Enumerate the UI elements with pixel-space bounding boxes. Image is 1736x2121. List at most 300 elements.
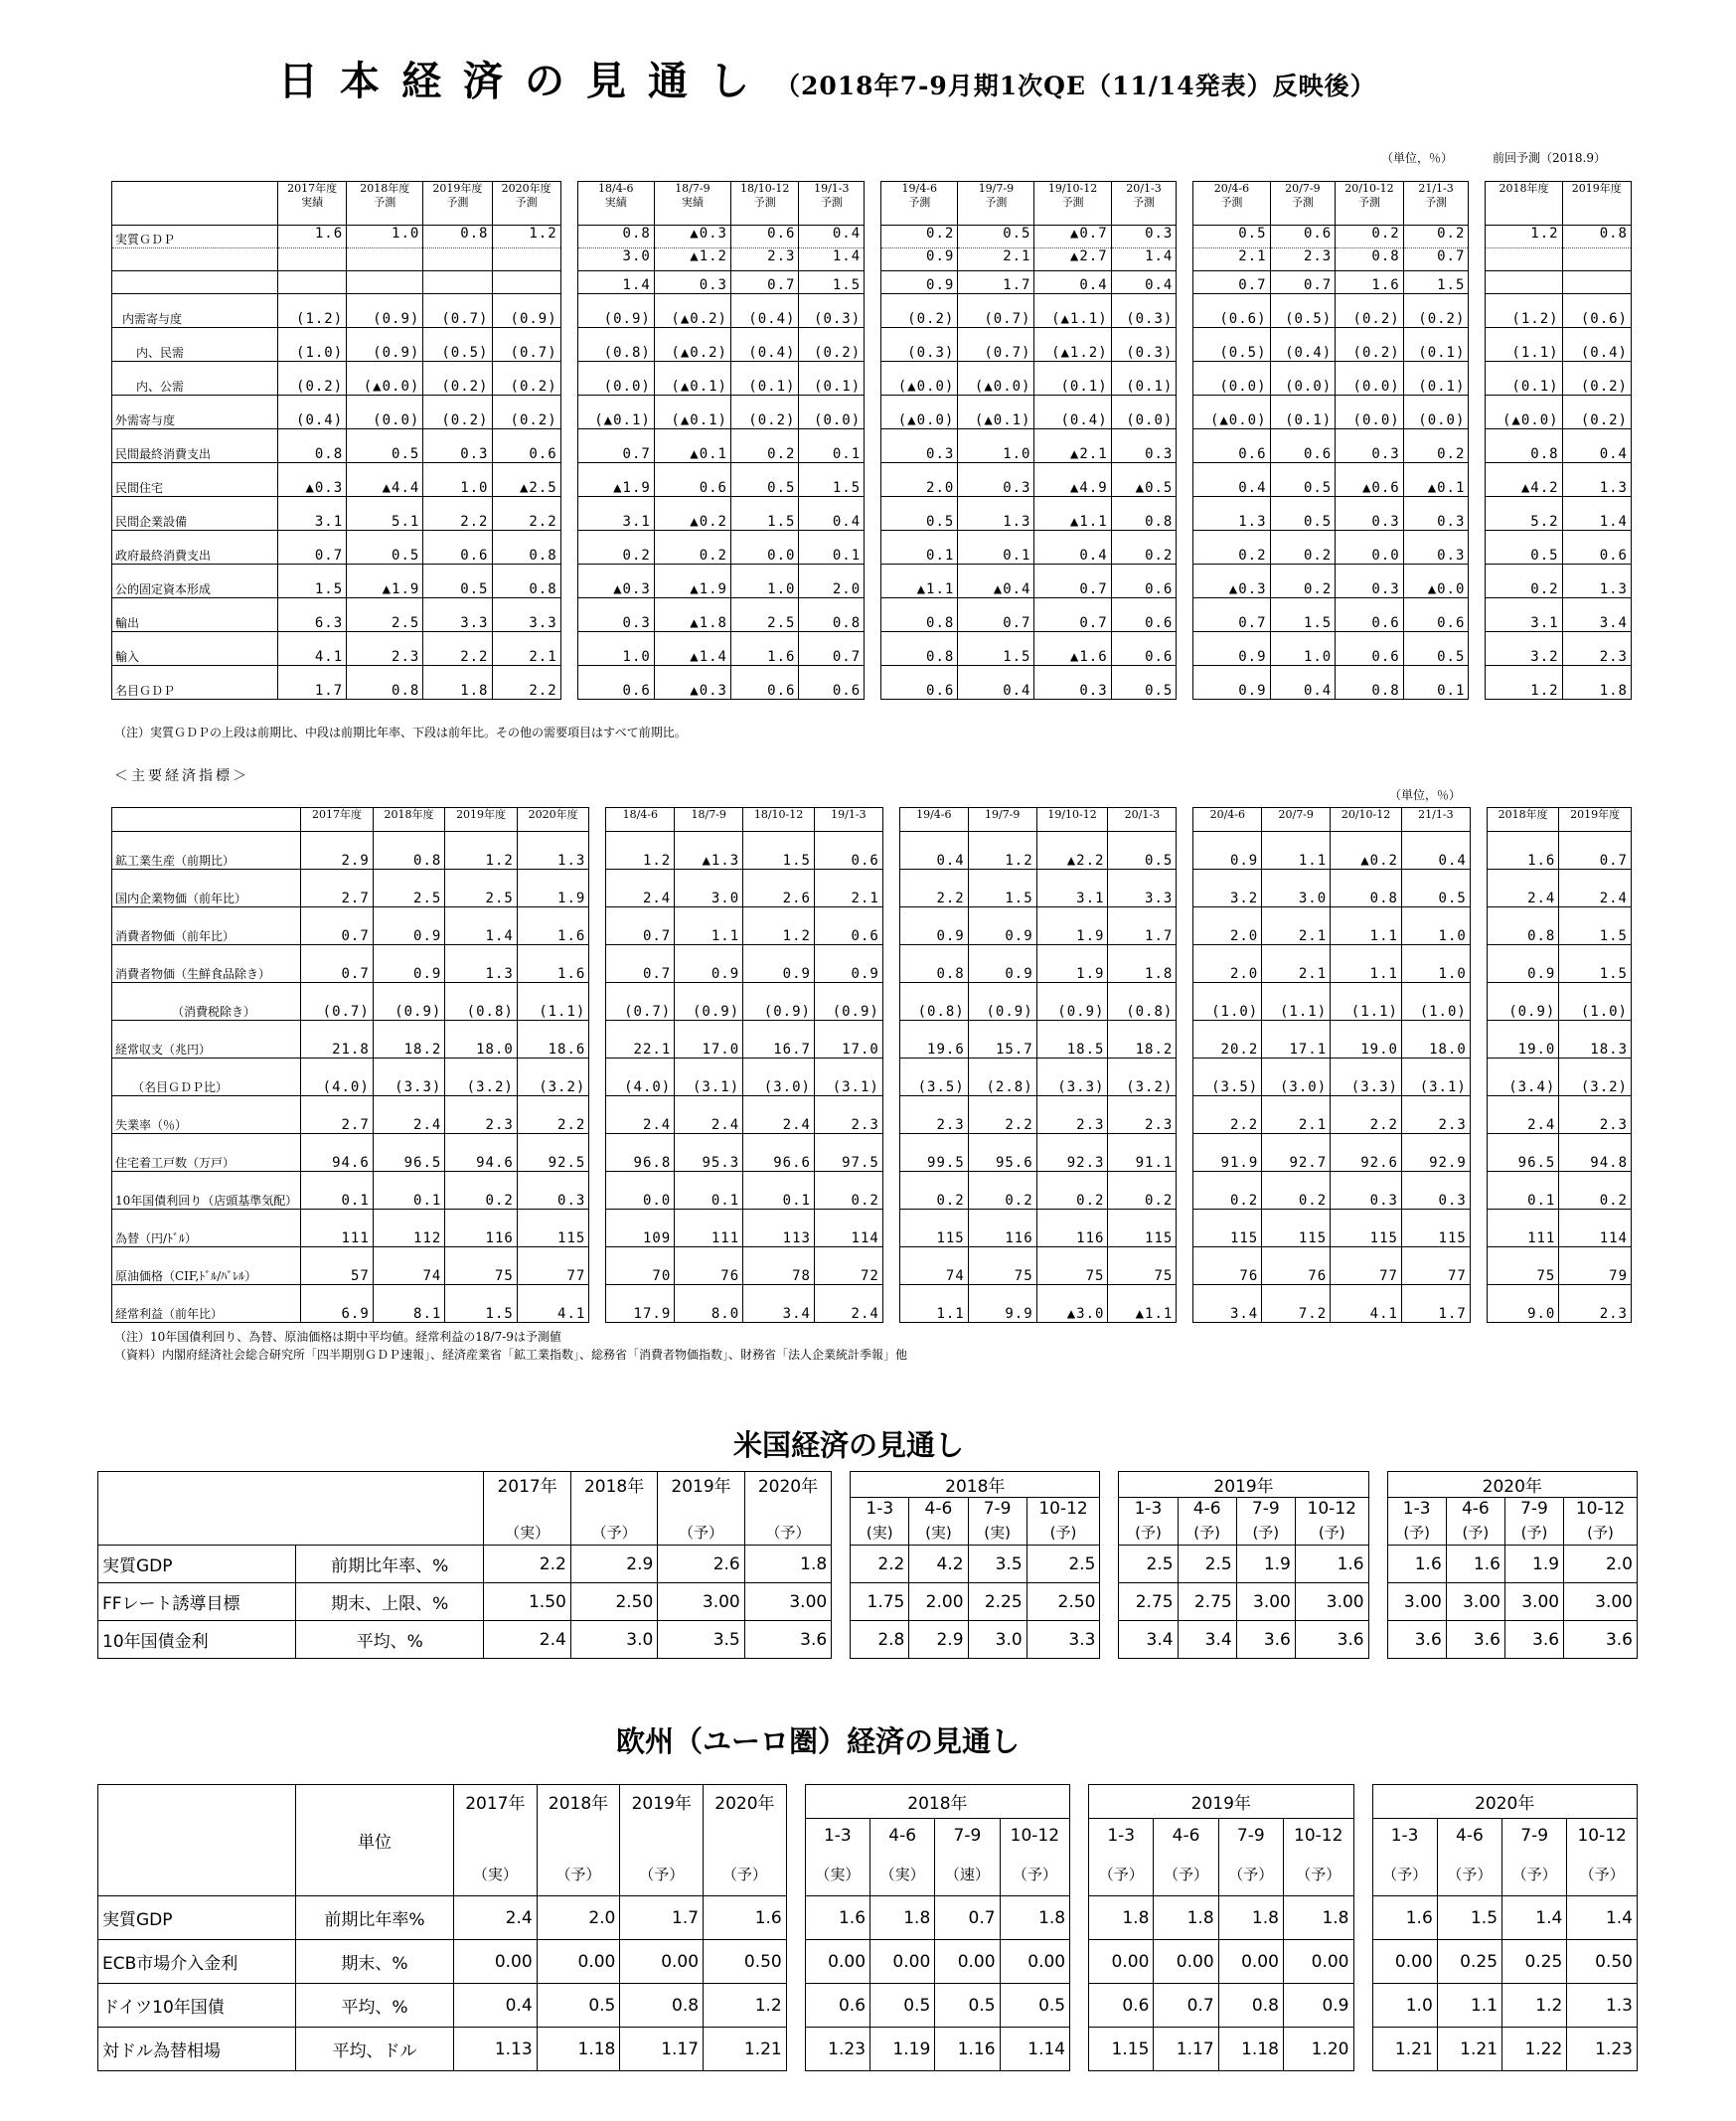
row-label: 実質GDP <box>98 1546 296 1583</box>
value-cell: 1.22 <box>1502 2028 1567 2071</box>
column-gap <box>589 983 606 1021</box>
column-gap <box>1177 328 1193 362</box>
value-cell: 2.5 <box>730 598 798 632</box>
value-cell: 1.17 <box>620 2028 704 2071</box>
value-cell: 1.8 <box>870 1896 935 1940</box>
value-cell: 92.6 <box>1331 1134 1402 1172</box>
value-cell: 3.6 <box>1504 1621 1563 1659</box>
value-cell: 4.1 <box>517 1285 589 1323</box>
column-gap <box>1368 1583 1387 1621</box>
annual-status-header: （予） <box>537 1853 620 1896</box>
value-cell: 0.8 <box>799 598 865 632</box>
value-cell: 1.3 <box>1562 565 1631 598</box>
value-cell: 3.1 <box>278 497 347 531</box>
value-cell <box>1486 271 1562 294</box>
value-cell: 99.5 <box>899 1134 968 1172</box>
value-cell: 7.2 <box>1262 1285 1331 1323</box>
value-cell: (1.0) <box>278 328 347 362</box>
value-cell: (1.2) <box>1486 294 1562 328</box>
value-cell: (0.2) <box>1403 294 1469 328</box>
column-header <box>373 808 445 832</box>
value-cell: (1.1) <box>1331 983 1402 1021</box>
table-row <box>112 1134 1632 1172</box>
value-cell: 1.23 <box>1567 2028 1638 2071</box>
value-cell: (0.3) <box>881 328 958 362</box>
value-cell: (0.4) <box>730 328 798 362</box>
value-cell: 0.4 <box>799 497 865 531</box>
table-row <box>112 945 1632 983</box>
value-cell: (0.2) <box>1562 396 1631 429</box>
value-cell: 0.5 <box>958 226 1034 248</box>
value-cell: 1.6 <box>1372 1896 1437 1940</box>
value-cell: 1.8 <box>1089 1896 1154 1940</box>
column-gap <box>1469 565 1486 598</box>
value-cell: 0.7 <box>1403 248 1469 271</box>
value-cell: 0.3 <box>1034 666 1111 700</box>
value-cell: (▲0.0) <box>881 396 958 429</box>
value-cell: 2.0 <box>1193 945 1262 983</box>
value-cell: 0.5 <box>1270 463 1336 497</box>
column-gap <box>882 1247 899 1285</box>
annual-status-header: （予） <box>570 1520 657 1546</box>
value-cell: 0.6 <box>1270 429 1336 463</box>
value-cell: 1.4 <box>799 248 865 271</box>
value-cell: 0.3 <box>1111 429 1177 463</box>
quarter-header: 10-12 <box>1567 1819 1638 1853</box>
quarter-header: 10-12 <box>1295 1498 1368 1520</box>
value-cell: 0.0 <box>730 531 798 565</box>
column-gap <box>1177 808 1193 832</box>
value-cell: (0.9) <box>814 983 882 1021</box>
column-gap <box>560 362 577 396</box>
value-cell: 92.9 <box>1401 1134 1470 1172</box>
value-cell: 1.7 <box>620 1896 704 1940</box>
value-cell: 3.5 <box>968 1546 1026 1583</box>
column-header-period: 18/7-9 <box>675 182 710 195</box>
row-label: 国内企業物価（前年比） <box>112 870 301 907</box>
annual-year-header: 2018年 <box>537 1785 620 1819</box>
value-cell: 0.50 <box>704 1940 787 1984</box>
value-cell: 6.3 <box>278 598 347 632</box>
value-cell: 2.1 <box>1262 945 1331 983</box>
column-header <box>814 808 882 832</box>
value-cell: (3.5) <box>899 1059 968 1096</box>
value-cell: (0.8) <box>577 328 654 362</box>
value-cell: 3.6 <box>744 1621 831 1659</box>
row-label: 10年国債利回り（店頭基準気配） <box>112 1172 301 1210</box>
value-cell: 2.2 <box>1193 1096 1262 1134</box>
value-cell: (1.0) <box>1193 983 1262 1021</box>
value-cell <box>423 248 492 271</box>
column-gap <box>786 1819 805 1853</box>
value-cell: (3.3) <box>1331 1059 1402 1096</box>
value-cell: 0.7 <box>301 907 374 945</box>
value-cell: 1.5 <box>1270 598 1336 632</box>
value-cell: 1.6 <box>1446 1546 1504 1583</box>
column-gap <box>882 1021 899 1059</box>
column-header-period: 21/1-3 <box>1418 808 1454 821</box>
column-gap <box>865 565 881 598</box>
row-unit: 平均、ドル <box>296 2028 454 2071</box>
value-cell: 2.3 <box>347 632 423 666</box>
column-gap <box>589 1096 606 1134</box>
table-row <box>98 1621 1638 1659</box>
value-cell: 0.4 <box>1562 429 1631 463</box>
table-row <box>112 832 1632 870</box>
value-cell: 0.8 <box>899 945 968 983</box>
value-cell: (1.0) <box>1401 983 1470 1021</box>
column-header-period: 2017年度 <box>287 182 338 195</box>
column-gap <box>1470 870 1487 907</box>
value-cell: (0.9) <box>1036 983 1108 1021</box>
column-header-status: 予測 <box>1061 196 1084 209</box>
column-header-period: 2019年度 <box>432 182 483 195</box>
row-label: 民間最終消費支出 <box>112 429 278 463</box>
quarter-status-header: （予） <box>1218 1853 1283 1896</box>
value-cell: 3.6 <box>1564 1621 1638 1659</box>
value-cell: 1.1 <box>1331 945 1402 983</box>
value-cell: 0.00 <box>1089 1940 1154 1984</box>
value-cell: (0.1) <box>1403 362 1469 396</box>
value-cell: (3.3) <box>373 1059 445 1096</box>
value-cell: 6.9 <box>301 1285 374 1323</box>
table-row <box>112 983 1632 1021</box>
value-cell: 0.9 <box>1193 632 1270 666</box>
value-cell: (▲1.1) <box>1034 294 1111 328</box>
column-gap <box>1177 832 1193 870</box>
value-cell: 2.25 <box>968 1583 1026 1621</box>
column-gap <box>1469 497 1486 531</box>
column-gap <box>589 832 606 870</box>
quarter-status-header: (予) <box>1026 1520 1100 1546</box>
quarter-header: 10-12 <box>1026 1498 1100 1520</box>
column-header <box>423 182 492 226</box>
column-header-period: 18/4-6 <box>598 182 634 195</box>
value-cell: 2.5 <box>445 870 518 907</box>
value-cell: (0.4) <box>1270 328 1336 362</box>
value-cell: 1.4 <box>1502 1896 1567 1940</box>
value-cell: 3.6 <box>1295 1621 1368 1659</box>
column-header <box>1034 182 1111 226</box>
value-cell: (0.3) <box>799 294 865 328</box>
column-header-period: 19/10-12 <box>1047 808 1097 821</box>
value-cell: 3.1 <box>577 497 654 531</box>
value-cell: (3.1) <box>814 1059 882 1096</box>
value-cell: 0.6 <box>1111 632 1177 666</box>
value-cell <box>1486 248 1562 271</box>
value-cell: 0.8 <box>1487 907 1559 945</box>
value-cell: (3.2) <box>517 1059 589 1096</box>
value-cell: 0.9 <box>1193 666 1270 700</box>
row-label: 経常収支（兆円） <box>112 1021 301 1059</box>
value-cell: 115 <box>517 1210 589 1247</box>
value-cell: 3.2 <box>1486 632 1562 666</box>
column-gap <box>1469 294 1486 328</box>
value-cell: 1.2 <box>1502 1984 1567 2028</box>
quarter-header: 4-6 <box>1154 1819 1218 1853</box>
column-gap <box>1469 598 1486 632</box>
value-cell: (1.1) <box>1262 983 1331 1021</box>
value-cell: 0.0 <box>606 1172 675 1210</box>
group-year-header: 2020年 <box>1387 1472 1637 1498</box>
quarter-header: 10-12 <box>1000 1819 1070 1853</box>
value-cell: 115 <box>1262 1210 1331 1247</box>
value-cell: 1.18 <box>1218 2028 1283 2071</box>
value-cell: (0.8) <box>445 983 518 1021</box>
column-gap <box>865 396 881 429</box>
value-cell: 1.3 <box>958 497 1034 531</box>
value-cell: (▲0.1) <box>654 362 730 396</box>
quarter-header: 1-3 <box>1372 1819 1437 1853</box>
header-corner <box>112 182 278 226</box>
column-gap <box>1353 2028 1372 2071</box>
value-cell: 96.6 <box>743 1134 815 1172</box>
value-cell: ▲1.3 <box>675 832 743 870</box>
value-cell: 1.1 <box>1331 907 1402 945</box>
value-cell: 1.4 <box>1567 1896 1638 1940</box>
column-gap <box>1470 1285 1487 1323</box>
quarter-header: 10-12 <box>1283 1819 1353 1853</box>
column-header <box>1562 182 1631 226</box>
table-row <box>112 226 1632 248</box>
value-cell: 3.4 <box>1193 1285 1262 1323</box>
column-gap <box>1353 1940 1372 1984</box>
column-gap <box>560 248 577 271</box>
quarter-status-header: (予) <box>1387 1520 1446 1546</box>
table-row <box>112 565 1632 598</box>
value-cell: 0.4 <box>1401 832 1470 870</box>
value-cell: 2.3 <box>1270 248 1336 271</box>
table-row <box>98 1940 1638 1984</box>
value-cell: ▲4.4 <box>347 463 423 497</box>
column-gap <box>882 1285 899 1323</box>
value-cell: (3.1) <box>1401 1059 1470 1096</box>
value-cell: ▲0.3 <box>654 226 730 248</box>
value-cell: 2.4 <box>606 1096 675 1134</box>
value-cell: 0.5 <box>881 497 958 531</box>
value-cell: 2.4 <box>675 1096 743 1134</box>
title-main: 日本経済の見通し <box>278 58 771 104</box>
column-gap <box>882 1172 899 1210</box>
value-cell: 1.6 <box>1295 1546 1368 1583</box>
value-cell: (0.1) <box>1403 328 1469 362</box>
value-cell: 70 <box>606 1247 675 1285</box>
column-header <box>1336 182 1403 226</box>
value-cell: 91.9 <box>1193 1134 1262 1172</box>
table-row <box>98 2028 1638 2071</box>
column-gap <box>560 396 577 429</box>
blank-header <box>744 1498 831 1520</box>
column-header <box>1111 182 1177 226</box>
value-cell: 1.7 <box>1108 907 1177 945</box>
value-cell: 2.6 <box>743 870 815 907</box>
value-cell: 0.2 <box>899 1172 968 1210</box>
column-gap <box>1100 1498 1119 1520</box>
quarter-header: 7-9 <box>1218 1819 1283 1853</box>
value-cell: 0.7 <box>1034 598 1111 632</box>
column-gap <box>1470 983 1487 1021</box>
value-cell: 0.7 <box>1270 271 1336 294</box>
row-unit: 期末、% <box>296 1940 454 1984</box>
value-cell: 2.0 <box>799 565 865 598</box>
column-header-period: 20/4-6 <box>1209 808 1245 821</box>
blank-header <box>570 1498 657 1520</box>
column-gap <box>1177 1059 1193 1096</box>
column-gap <box>1469 463 1486 497</box>
column-gap <box>1470 1021 1487 1059</box>
column-gap <box>865 598 881 632</box>
column-header <box>730 182 798 226</box>
value-cell: 3.4 <box>743 1285 815 1323</box>
quarter-status-header: (実) <box>851 1520 909 1546</box>
value-cell: (0.2) <box>799 328 865 362</box>
value-cell: 2.3 <box>1562 632 1631 666</box>
quarter-status-header: (予) <box>1564 1520 1638 1546</box>
value-cell <box>492 271 560 294</box>
value-cell: 3.00 <box>1564 1583 1638 1621</box>
column-gap <box>589 1210 606 1247</box>
value-cell: (0.6) <box>1562 294 1631 328</box>
value-cell <box>278 248 347 271</box>
value-cell: 116 <box>445 1210 518 1247</box>
table-row <box>112 531 1632 565</box>
value-cell: 0.2 <box>1193 531 1270 565</box>
value-cell: 2.0 <box>1564 1546 1638 1583</box>
value-cell: 94.6 <box>445 1134 518 1172</box>
value-cell: 2.2 <box>899 870 968 907</box>
value-cell: (▲0.0) <box>347 362 423 396</box>
column-gap <box>1470 1134 1487 1172</box>
value-cell: 0.3 <box>1336 497 1403 531</box>
column-header-status: 予測 <box>985 196 1008 209</box>
row-label: ECB市場介入金利 <box>98 1940 296 1984</box>
row-label: 為替（円/ﾄﾞﾙ） <box>112 1210 301 1247</box>
value-cell: 0.9 <box>373 907 445 945</box>
value-cell: 3.6 <box>1446 1621 1504 1659</box>
row-label: 経常利益（前年比） <box>112 1285 301 1323</box>
value-cell: 1.9 <box>1036 945 1108 983</box>
column-header-status: 予測 <box>515 196 538 209</box>
value-cell: 0.3 <box>1331 1172 1402 1210</box>
column-gap <box>1353 1785 1372 1819</box>
value-cell: 1.3 <box>1562 463 1631 497</box>
column-gap <box>560 328 577 362</box>
value-cell: (0.0) <box>1336 362 1403 396</box>
value-cell: 3.1 <box>1036 870 1108 907</box>
value-cell: (0.4) <box>278 396 347 429</box>
column-gap <box>589 945 606 983</box>
value-cell: 116 <box>1036 1210 1108 1247</box>
value-cell: 3.00 <box>1295 1583 1368 1621</box>
value-cell: 0.9 <box>675 945 743 983</box>
value-cell <box>1562 248 1631 271</box>
value-cell: 111 <box>301 1210 374 1247</box>
column-gap <box>1070 2028 1089 2071</box>
column-gap <box>560 666 577 700</box>
column-header-period: 2020年度 <box>528 808 578 821</box>
annual-status-header: （予） <box>704 1853 787 1896</box>
value-cell: 0.8 <box>492 565 560 598</box>
value-cell: (3.1) <box>675 1059 743 1096</box>
value-cell: 19.0 <box>1487 1021 1559 1059</box>
column-gap <box>786 1853 805 1896</box>
value-cell: (0.5) <box>1270 294 1336 328</box>
column-gap <box>865 632 881 666</box>
value-cell: (0.0) <box>1111 396 1177 429</box>
value-cell: (▲0.2) <box>654 294 730 328</box>
value-cell: ▲1.9 <box>347 565 423 598</box>
column-gap <box>832 1546 851 1583</box>
column-gap <box>786 1896 805 1940</box>
value-cell: 2.1 <box>814 870 882 907</box>
value-cell: ▲1.4 <box>654 632 730 666</box>
us-section-title: 米国経済の見通し <box>733 1428 965 1462</box>
value-cell: 0.6 <box>1336 632 1403 666</box>
value-cell: 2.3 <box>814 1096 882 1134</box>
column-gap <box>1100 1621 1119 1659</box>
header-row <box>98 1785 1638 1819</box>
column-gap <box>1177 632 1193 666</box>
value-cell: (0.3) <box>1111 328 1177 362</box>
value-cell: 77 <box>1401 1247 1470 1285</box>
quarter-status-header: （予） <box>1567 1853 1638 1896</box>
group-year-header: 2018年 <box>851 1472 1100 1498</box>
column-gap <box>865 182 881 226</box>
column-gap <box>560 598 577 632</box>
value-cell: (0.2) <box>1336 294 1403 328</box>
value-cell: 91.1 <box>1108 1134 1177 1172</box>
column-gap <box>882 1059 899 1096</box>
quarter-header: 4-6 <box>870 1819 935 1853</box>
value-cell: 0.7 <box>301 945 374 983</box>
value-cell: 3.2 <box>1193 870 1262 907</box>
column-gap <box>1470 1172 1487 1210</box>
value-cell: (0.9) <box>373 983 445 1021</box>
unit-note: （単位，％） <box>1381 151 1454 165</box>
column-gap <box>882 870 899 907</box>
column-header-period: 2018年度 <box>360 182 410 195</box>
indicators-unit: （単位，％） <box>1389 788 1462 802</box>
value-cell: (3.5) <box>1193 1059 1262 1096</box>
value-cell: (▲0.0) <box>1193 396 1270 429</box>
value-cell: 1.0 <box>1270 632 1336 666</box>
value-cell: 19.0 <box>1331 1021 1402 1059</box>
table-row <box>112 396 1632 429</box>
value-cell: 1.8 <box>1000 1896 1070 1940</box>
row-label: 10年国債金利 <box>98 1621 296 1659</box>
value-cell: 0.2 <box>1262 1172 1331 1210</box>
column-gap <box>865 328 881 362</box>
value-cell: (0.5) <box>1193 328 1270 362</box>
value-cell: 0.7 <box>799 632 865 666</box>
value-cell: ▲2.1 <box>1034 429 1111 463</box>
value-cell: 3.0 <box>1262 870 1331 907</box>
column-gap <box>560 497 577 531</box>
column-header <box>1262 808 1331 832</box>
group-year-header: 2020年 <box>1372 1785 1638 1819</box>
value-cell: 115 <box>1401 1210 1470 1247</box>
value-cell: 1.7 <box>278 666 347 700</box>
quarter-status-header: （予） <box>1372 1853 1437 1896</box>
value-cell: (3.2) <box>445 1059 518 1096</box>
table-row <box>112 1210 1632 1247</box>
column-header <box>958 182 1034 226</box>
value-cell: 2.2 <box>517 1096 589 1134</box>
value-cell: 1.8 <box>1154 1896 1218 1940</box>
value-cell: 0.7 <box>577 429 654 463</box>
value-cell: 0.6 <box>814 832 882 870</box>
value-cell: 1.0 <box>1401 907 1470 945</box>
